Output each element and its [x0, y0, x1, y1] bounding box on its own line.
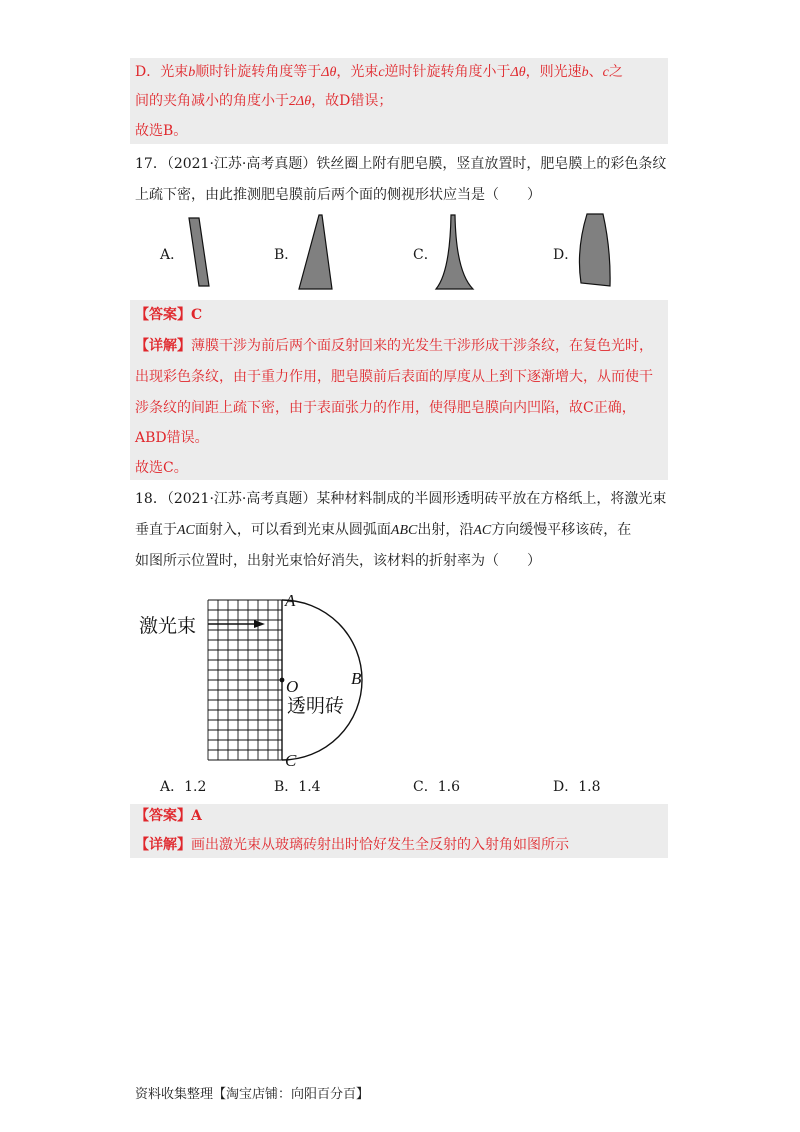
- q17-option-b-label: B．: [274, 247, 299, 263]
- q17-detail-line-3: 涉条纹的间距上疏下密，由于表面张力的作用，使得肥皂膜向内凹陷，故C正确，: [135, 400, 636, 416]
- laser-arrow-icon: [254, 620, 265, 628]
- q17-stem-line-1: 17．（2021·江苏·高考真题）铁丝圈上附有肥皂膜，竖直放置时，肥皂膜上的彩色条纹: [135, 156, 667, 172]
- brick-label: 透明砖: [287, 695, 345, 717]
- q18-option-d: D．1.8: [553, 779, 601, 795]
- q17-detail-line-4: ABD错误。: [135, 430, 209, 446]
- prev-conclusion: 故选B。: [135, 123, 188, 139]
- film-shape-convex-icon: [573, 210, 618, 290]
- film-shape-uniform-slant-icon: [185, 215, 215, 290]
- point-o-label: O: [286, 677, 299, 696]
- q17-conclusion: 故选C。: [135, 460, 188, 476]
- q18-option-b: B．1.4: [274, 779, 321, 795]
- q18-answer: 【答案】A: [135, 808, 202, 824]
- q18-option-a: A．1.2: [160, 779, 207, 795]
- q18-stem-line-3: 如图所示位置时，出射光束恰好消失，该材料的折射率为（ ）: [135, 553, 541, 569]
- film-shape-concave-icon: [432, 212, 477, 292]
- center-point-o: [280, 678, 285, 683]
- q18-option-c: C．1.6: [413, 779, 460, 795]
- point-a-label: A: [285, 591, 296, 610]
- prev-explanation-line-2: 间的夹角减小的角度小于2Δθ，故D错误；: [135, 93, 393, 109]
- q17-option-a-label: A．: [160, 247, 185, 263]
- q17-solution-highlight: [130, 300, 668, 480]
- point-c-label: C: [285, 751, 297, 770]
- q18-stem-line-1: 18．（2021·江苏·高考真题）某种材料制成的半圆形透明砖平放在方格纸上，将激光束: [135, 491, 667, 507]
- q17-detail-line-2: 出现彩色条纹，由于重力作用，肥皂膜前后表面的厚度从上到下逐渐增大，从而使干: [135, 369, 653, 385]
- q17-answer: 【答案】C: [135, 307, 203, 323]
- q18-stem-line-2: 垂直于AC面射入，可以看到光束从圆弧面ABC出射，沿AC方向缓慢平移该砖，在: [135, 522, 632, 538]
- q17-detail-line-1: 【详解】薄膜干涉为前后两个面反射回来的光发生干涉形成干涉条纹，在复色光时，: [135, 338, 653, 354]
- prev-explanation-line-1: D．光束b顺时针旋转角度等于Δθ，光束c逆时针旋转角度小于Δθ，则光速b、c之: [135, 64, 623, 80]
- q17-option-d-label: D．: [553, 247, 579, 263]
- q18-detail: 【详解】画出激光束从玻璃砖射出时恰好发生全反射的入射角如图所示: [135, 837, 569, 853]
- q17-option-c-label: C．: [413, 247, 438, 263]
- footer-source: 资料收集整理【淘宝店铺：向阳百分百】: [135, 1087, 370, 1102]
- q17-stem-line-2: 上疏下密，由此推测肥皂膜前后两个面的侧视形状应当是（ ）: [135, 187, 541, 203]
- film-shape-wedge-icon: [295, 212, 335, 292]
- point-b-label: B: [351, 669, 362, 688]
- q18-figure: [135, 588, 385, 768]
- laser-label: 激光束: [139, 615, 197, 637]
